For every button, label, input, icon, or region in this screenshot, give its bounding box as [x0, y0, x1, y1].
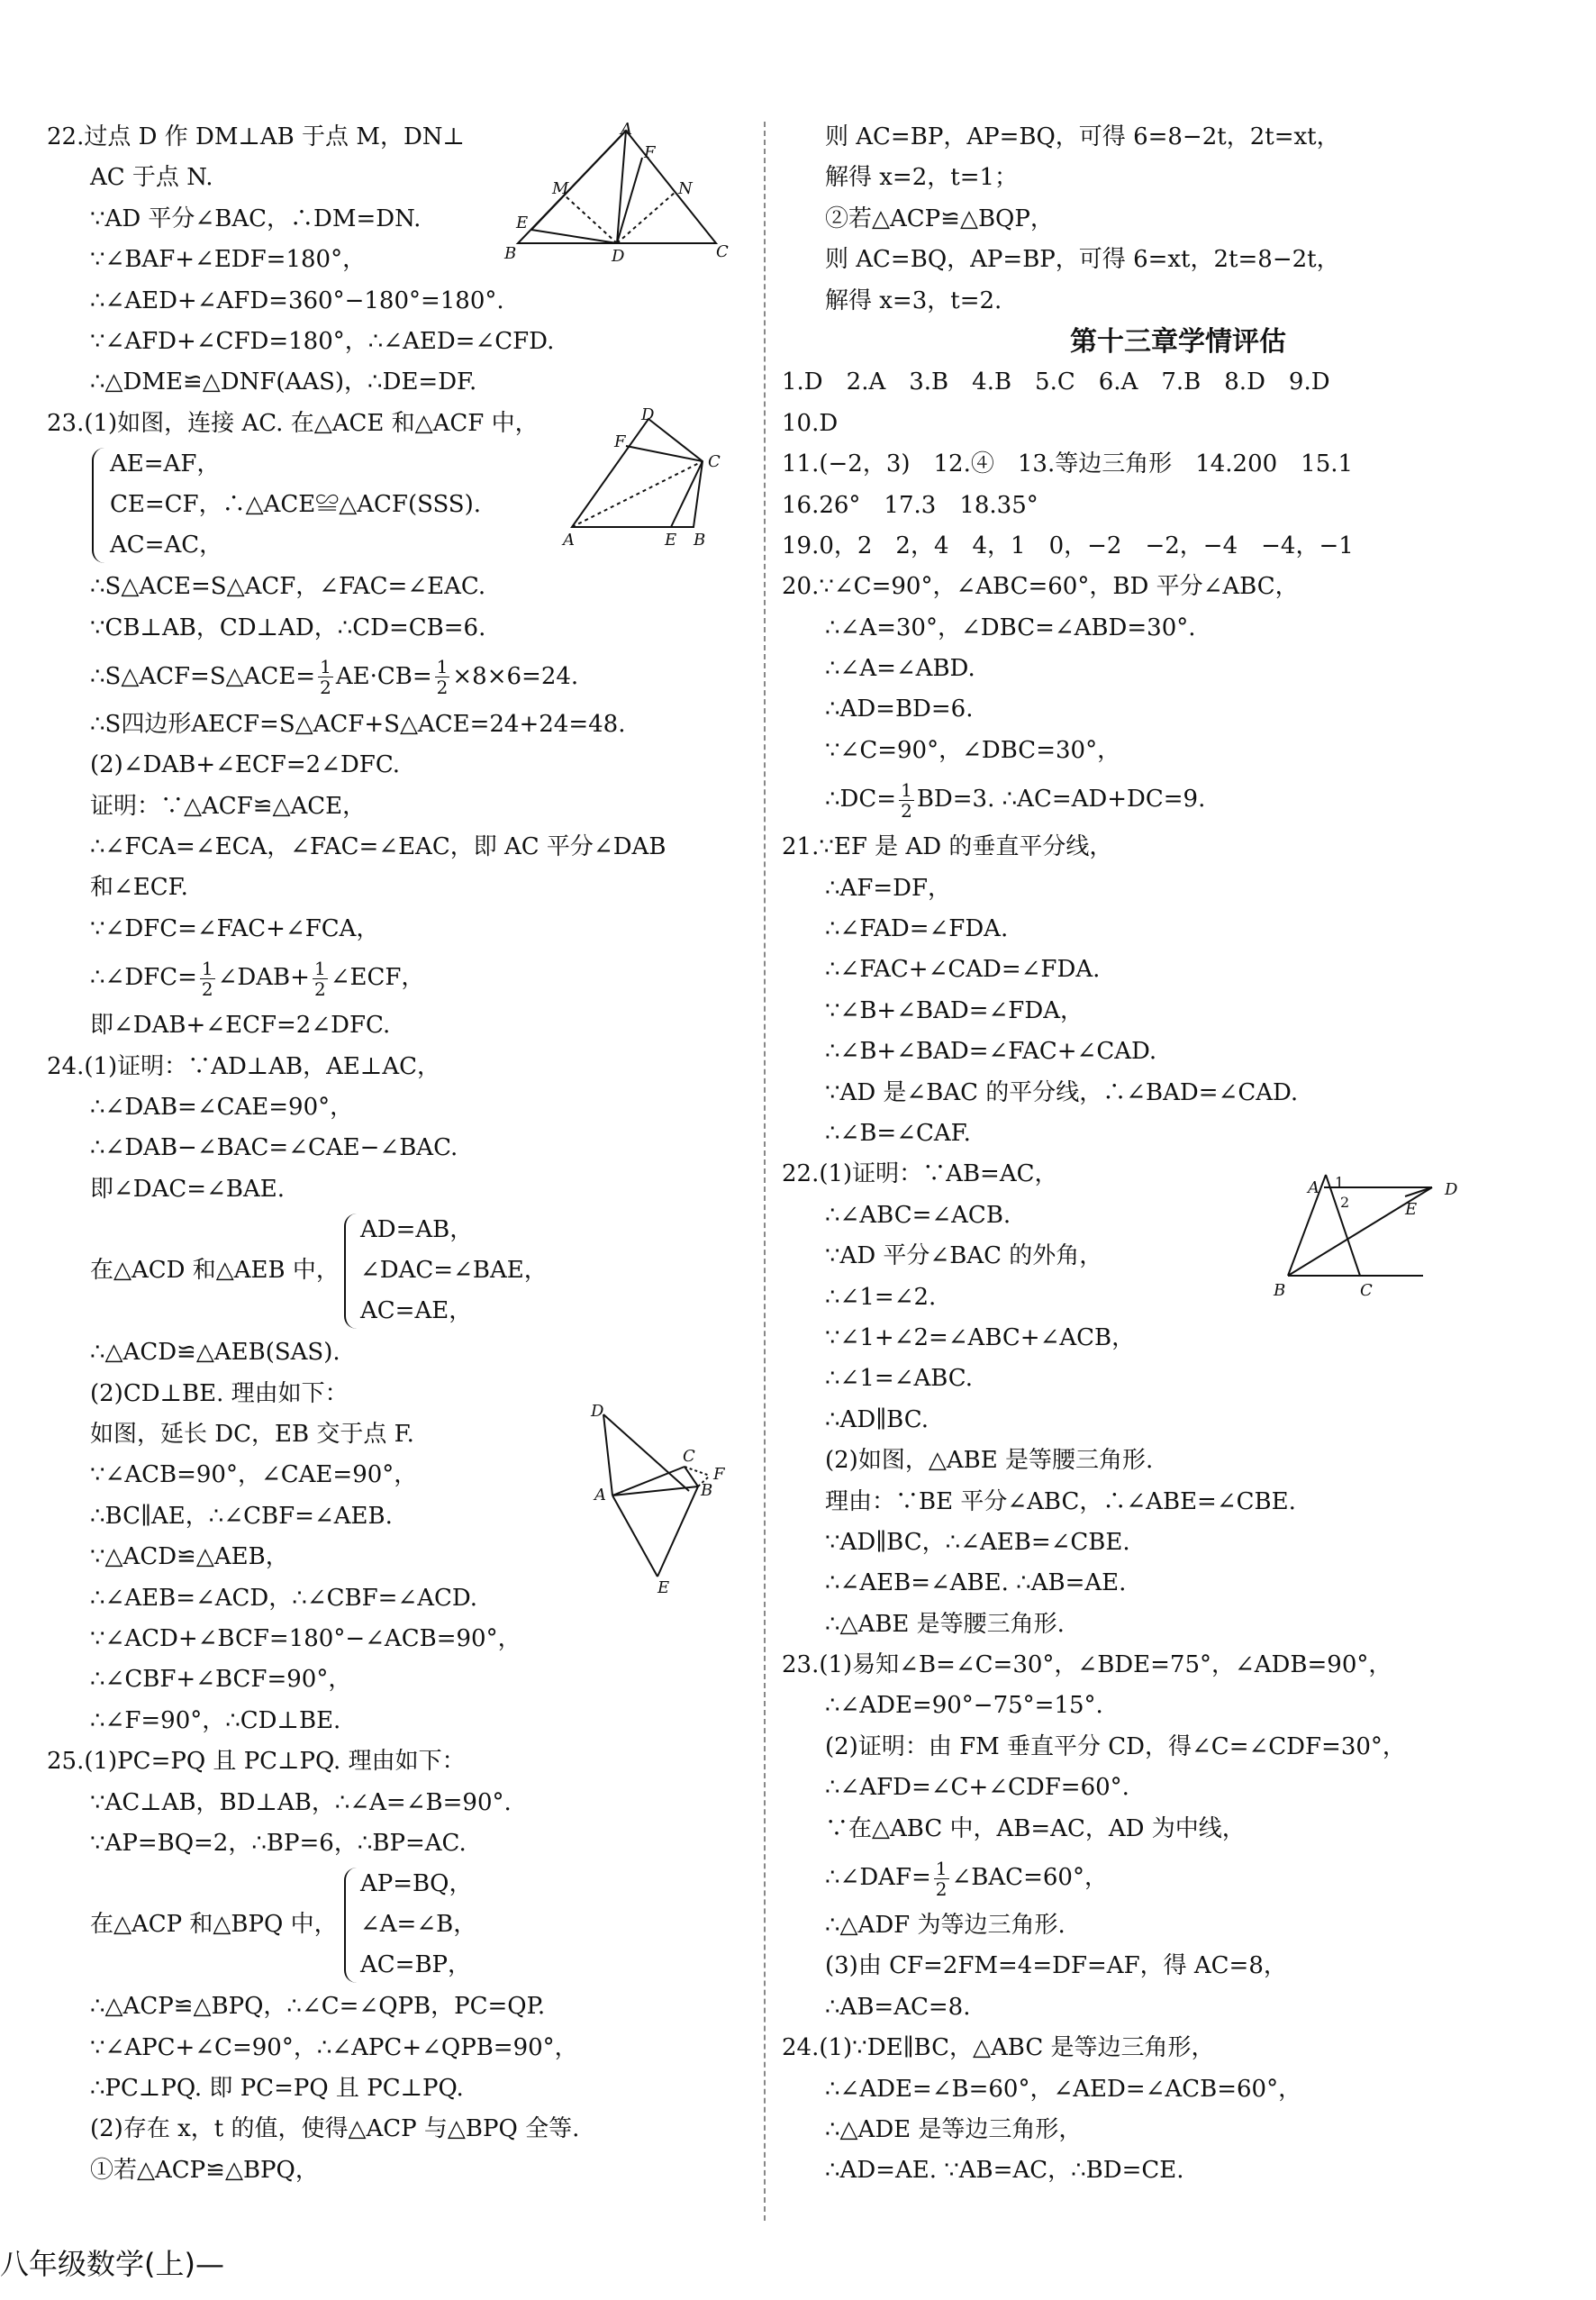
text-line: ∵AC⊥AB，BD⊥AB，∴∠A=∠B=90°. — [90, 1788, 512, 1816]
text-line: ∵∠C=90°，∠DBC=30°， — [825, 736, 1121, 764]
q24-brace-items: AD=AB， ∠DAC=∠BAE， AC=AE， — [360, 1216, 548, 1325]
fig22r-label-d: D — [1445, 1180, 1458, 1199]
text-line: 24.(1)证明：∵AD⊥AB，AE⊥AC， — [47, 1052, 441, 1080]
text-line: ∵∠1+∠2=∠ABC+∠ACB， — [825, 1323, 1136, 1351]
text-line: 25.(1)PC=PQ 且 PC⊥PQ. 理由如下： — [47, 1748, 466, 1776]
fig24-label-b: B — [701, 1481, 713, 1500]
text-line: 如图，延长 DC，EB 交于点 F. — [90, 1420, 414, 1448]
text-line: ∵AD 平分∠BAC 的外角， — [825, 1242, 1103, 1270]
text-line: ∵∠ACB=90°，∠CAE=90°， — [90, 1461, 418, 1489]
fig22-label-f: F — [644, 143, 656, 162]
figure-q23-left — [558, 405, 739, 550]
text-line: ∵∠DFC=∠FAC+∠FCA， — [90, 914, 380, 942]
text-line: ∴△ADF 为等边三角形. — [825, 1912, 1066, 1940]
text-line: ∴∠A=30°，∠DBC=∠ABD=30°. — [825, 614, 1196, 641]
text-line: (3)由 CF=2FM=4=DF=AF，得 AC=8， — [825, 1952, 1287, 1980]
fig22r-label-b: B — [1274, 1281, 1286, 1300]
text-line: 解得 x=3，t=2. — [825, 286, 1002, 314]
fig24-label-d: D — [591, 1402, 604, 1421]
text-line: ∴AD=AE. ∵AB=AC，∴BD=CE. — [825, 2157, 1184, 2185]
text-line: 22.(1)证明：∵AB=AC， — [782, 1160, 1058, 1188]
text-line: ∴△ADE 是等边三角形， — [825, 2115, 1083, 2143]
text-line: 10.D — [782, 409, 839, 437]
text-line: ∴∠AFD=∠C+∠CDF=60°. — [825, 1774, 1129, 1802]
fig22-label-c: C — [716, 242, 729, 261]
text-line: ∴AB=AC=8. — [825, 1993, 971, 2021]
q23-right-formula: ∴∠DAF= $\frac{1}{2}$ ∠BAC=60°， — [825, 1857, 1108, 1900]
text-line: ∴AD=BD=6. — [825, 695, 974, 723]
text-line: ②若△ACP≌△BQP， — [825, 205, 1054, 232]
column-divider — [764, 122, 766, 2221]
text-line: ∴∠FCA=∠ECA，∠FAC=∠EAC，即 AC 平分∠DAB — [90, 833, 667, 861]
text-line: (2)存在 x，t 的值，使得△ACP 与△BPQ 全等. — [90, 2115, 580, 2143]
fig24-label-f: F — [713, 1465, 725, 1484]
text-line: ∵AP=BQ=2，∴BP=6，∴BP=AC. — [90, 1829, 467, 1857]
text-line: 23.(1)易知∠B=∠C=30°，∠BDE=75°，∠ADB=90°， — [782, 1651, 1392, 1679]
text-line: 1.D 2.A 3.B 4.B 5.C 6.A 7.B 8.D 9.D — [782, 368, 1330, 396]
answer-list — [782, 362, 1574, 567]
text-line: 和∠ECF. — [90, 874, 188, 902]
text-line: ∴∠DAB=∠CAE=90°， — [90, 1094, 354, 1122]
fig23-label-b: B — [694, 531, 706, 550]
text-line: ∴∠AEB=∠ABE. ∴AB=AE. — [825, 1569, 1127, 1597]
q25-brace-system: 在△ACP 和△BPQ 中， AP=BQ， ∠A=∠B， AC=BP， — [90, 1864, 758, 1986]
text-line: ∴∠ADE=∠B=60°，∠AED=∠ACB=60°， — [825, 2075, 1302, 2103]
q23-angle-formula: ∴∠DFC= $\frac{1}{2}$ ∠DAB+ $\frac{1}{2}$ ∠ECF， — [90, 957, 425, 1000]
text-line: 16.26° 17.3 18.35° — [782, 491, 1038, 519]
text-line: ∴△ACD≌△AEB(SAS). — [90, 1339, 340, 1367]
text-line: ∴∠FAC+∠CAD=∠FDA. — [825, 956, 1101, 984]
text-line: 21.∵EF 是 AD 的垂直平分线， — [782, 833, 1113, 861]
text-line: ∴△ACP≌△BPQ，∴∠C=∠QPB，PC=QP. — [90, 1993, 546, 2021]
text-line: AC 于点 N. — [90, 164, 213, 192]
text-line: 11.(−2，3) 12.④ 13.等边三角形 14.200 15.1 — [782, 450, 1354, 478]
text-line: ∴∠1=∠2. — [825, 1283, 937, 1311]
text-line: ∴∠B+∠BAD=∠FAC+∠CAD. — [825, 1038, 1157, 1066]
right-top — [782, 117, 1574, 322]
fig22-label-e: E — [516, 214, 529, 232]
q23-brace-items: AE=AF， CE=CF，∴△ACE≌△ACF(SSS). AC=AC， — [110, 450, 482, 559]
fig22-label-a: A — [621, 120, 632, 139]
text-line: 22.过点 D 作 DM⊥AB 于点 M，DN⊥ — [47, 123, 465, 150]
text-line: ∴S四边形AECF=S△ACF+S△ACE=24+24=48. — [90, 710, 626, 738]
text-line: ∵∠BAF+∠EDF=180°， — [90, 246, 367, 274]
text-line: ∴∠ADE=90°−75°=15°. — [825, 1692, 1103, 1720]
left-q23b — [47, 705, 758, 950]
text-line: ∴∠AEB=∠ACD，∴∠CBF=∠ACD. — [90, 1584, 478, 1612]
text-line: 20.∵∠C=90°，∠ABC=60°，BD 平分∠ABC， — [782, 573, 1299, 601]
right-q21 — [782, 827, 1574, 1154]
text-line: ∴S△ACE=S△ACF，∠FAC=∠EAC. — [90, 573, 486, 601]
text-line: (2)∠DAB+∠ECF=2∠DFC. — [90, 751, 401, 779]
text-line: ∵∠B+∠BAD=∠FDA， — [825, 996, 1084, 1024]
fig22r-label-1: 1 — [1335, 1174, 1345, 1191]
text-line: ∴PC⊥PQ. 即 PC=PQ 且 PC⊥PQ. — [90, 2075, 464, 2103]
text-line: ∵AD 平分∠BAC，∴DM=DN. — [90, 205, 422, 232]
text-line: ∴△DME≌△DNF(AAS)，∴DE=DF. — [90, 368, 477, 396]
right-q24 — [782, 2028, 1574, 2192]
q25-brace-items: AP=BQ， ∠A=∠B， AC=BP， — [360, 1870, 477, 1979]
text-line: ∵∠ACD+∠BCF=180°−∠ACB=90°， — [90, 1624, 521, 1652]
text-line: ∴△ABE 是等腰三角形. — [825, 1610, 1065, 1638]
fig23-label-e: E — [665, 531, 677, 550]
page-footer: 八年级数学(上)— — [0, 2247, 224, 2281]
text-line: 解得 x=2，t=1； — [825, 164, 1019, 192]
text-line: 19.0，2 2，4 4，1 0，−2 −2，−4 −4，−1 — [782, 532, 1354, 559]
text-line: 则 AC=BQ，AP=BP，可得 6=xt，2t=8−2t， — [825, 246, 1340, 274]
text-line: 即∠DAC=∠BAE. — [90, 1175, 285, 1203]
q23-conclusion: 即∠DAB+∠ECF=2∠DFC. — [90, 1012, 391, 1040]
q23-area-formula: ∴S△ACF=S△ACE= $\frac{1}{2}$ AE·CB= $\frac{1}{2}$ ×8×6=24. — [90, 656, 579, 699]
fig22r-label-c: C — [1360, 1281, 1373, 1300]
fig22-label-b: B — [504, 244, 517, 263]
left-q24a — [47, 1047, 758, 1211]
fig22r-label-a: A — [1308, 1178, 1319, 1197]
text-line: (2)CD⊥BE. 理由如下： — [90, 1379, 349, 1407]
text-line: ∴∠A=∠ABD. — [825, 655, 975, 683]
fig24-label-a: A — [594, 1486, 606, 1505]
right-q23b — [782, 1905, 1574, 2028]
fig24-label-e: E — [657, 1578, 670, 1597]
fig23-label-c: C — [708, 452, 721, 471]
fig22-label-n: N — [678, 179, 693, 198]
section-title: 第十三章学情评估 — [1070, 325, 1286, 358]
text-line: ∴∠F=90°，∴CD⊥BE. — [90, 1706, 341, 1734]
text-line: ∵CB⊥AB，CD⊥AD，∴CD=CB=6. — [90, 614, 486, 641]
text-line: ∵△ACD≌△AEB， — [90, 1543, 289, 1571]
text-line: ∴AF=DF， — [825, 874, 952, 902]
fig22-label-m: M — [552, 179, 569, 198]
text-line: ∴∠FAD=∠FDA. — [825, 915, 1009, 943]
text-line: ∴∠CBF+∠BCF=90°， — [90, 1666, 352, 1694]
right-q23a — [782, 1645, 1574, 1850]
text-line: ∵∠APC+∠C=90°，∴∠APC+∠QPB=90°， — [90, 2033, 578, 2061]
text-line: ∴AD∥BC. — [825, 1405, 929, 1433]
text-line: ∴∠1=∠ABC. — [825, 1365, 974, 1393]
fig23-label-d: D — [641, 405, 655, 424]
text-line: ①若△ACP≌△BPQ， — [90, 2156, 319, 2184]
text-line: 则 AC=BP，AP=BQ，可得 6=8−2t，2t=xt， — [825, 123, 1340, 150]
fig24-label-c: C — [683, 1447, 695, 1466]
left-q23a — [47, 567, 758, 649]
text-line: ∵∠AFD+∠CFD=180°，∴∠AED=∠CFD. — [90, 327, 555, 355]
right-column — [782, 117, 1574, 2192]
fig22r-label-e: E — [1405, 1200, 1418, 1219]
text-line: ∴∠DAB−∠BAC=∠CAE−∠BAC. — [90, 1134, 458, 1162]
text-line: ∴∠AED+∠AFD=360°−180°=180°. — [90, 286, 504, 314]
figure-q24-left — [585, 1396, 739, 1595]
fig23-label-a: A — [563, 531, 575, 550]
text-line: ∴∠ABC=∠ACB. — [825, 1201, 1011, 1229]
fig23-label-f: F — [614, 432, 626, 451]
text-line: (2)证明：由 FM 垂直平分 CD，得∠C=∠CDF=30°， — [825, 1732, 1406, 1760]
figure-q22-left — [500, 120, 729, 266]
right-q20 — [782, 567, 1574, 771]
text-line: 证明：∵△ACF≌△ACE， — [90, 792, 367, 820]
fig22r-label-2: 2 — [1340, 1194, 1350, 1211]
text-line: 理由：∵BE 平分∠ABC，∴∠ABE=∠CBE. — [825, 1487, 1296, 1515]
q20-formula: ∴DC= $\frac{1}{2}$ BD=3. ∴AC=AD+DC=9. — [825, 778, 1206, 822]
text-line: (2)如图，△ABE 是等腰三角形. — [825, 1447, 1154, 1475]
text-line: ∵AD∥BC，∴∠AEB=∠CBE. — [825, 1528, 1130, 1556]
text-line: ∵在△ABC 中，AB=AC，AD 为中线， — [825, 1814, 1246, 1842]
left-q25b — [47, 1986, 758, 2191]
q24-brace-system: 在△ACD 和△AEB 中， AD=AB， ∠DAC=∠BAE， AC=AE， — [90, 1210, 758, 1332]
text-line: ∵AD 是∠BAC 的平分线，∴∠BAD=∠CAD. — [825, 1078, 1299, 1106]
left-q25a — [47, 1741, 758, 1864]
text-line: 24.(1)∵DE∥BC，△ABC 是等边三角形， — [782, 2034, 1215, 2062]
figure-q22-right — [1270, 1169, 1468, 1305]
text-line: ∴BC∥AE，∴∠CBF=∠AEB. — [90, 1502, 393, 1530]
q23-intro: 23.(1)如图，连接 AC. 在△ACE 和△ACF 中， — [47, 409, 539, 437]
fig22-label-d: D — [612, 247, 625, 266]
text-line: ∴∠B=∠CAF. — [825, 1119, 971, 1147]
